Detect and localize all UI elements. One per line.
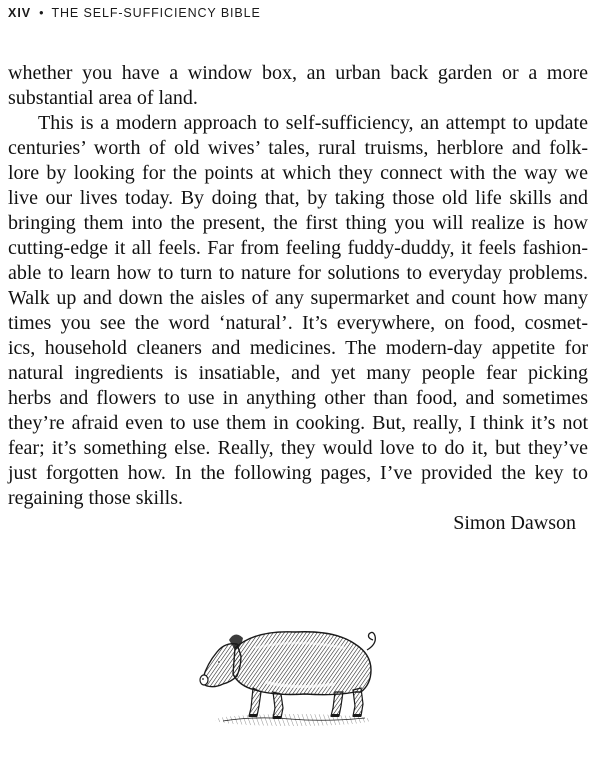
book-title: THE SELF-SUFFICIENCY BIBLE bbox=[51, 6, 261, 20]
paragraph-1 bbox=[8, 61, 588, 111]
text-line: centuries’ worth of old wives’ tales, rural truisms, herblore and folk- bbox=[8, 137, 588, 159]
text-line: lore by looking for the points at which they connect with the way we bbox=[8, 162, 588, 184]
text-line: able to learn how to turn to nature for solutions to everyday problems. bbox=[8, 262, 588, 284]
text-line: This is a modern approach to self-sufficiency, an attempt to update bbox=[38, 112, 588, 134]
text-line: just forgotten how. In the following pages, I’ve provided the key to bbox=[8, 462, 588, 484]
author-signature: Simon Dawson bbox=[453, 512, 576, 534]
header-separator: • bbox=[39, 6, 45, 20]
text-line: ics, household cleaners and medicines. The modern-day appetite for bbox=[8, 337, 588, 359]
text-line: bringing them into the present, the first thing you will realize is how bbox=[8, 212, 588, 234]
body-text bbox=[8, 61, 588, 536]
text-line: herbs and flowers to use in anything other than food, and sometimes bbox=[8, 387, 588, 409]
text-line: fear; it’s something else. Really, they would love to do it, but they’ve bbox=[8, 437, 588, 459]
text-line: natural ingredients is insatiable, and yet many people fear picking bbox=[8, 362, 588, 384]
pig-icon bbox=[195, 608, 385, 733]
text-line: Walk up and down the aisles of any supermarket and count how many bbox=[8, 287, 588, 309]
text-line: cutting-edge it all feels. Far from feeling fuddy-duddy, it feels fashion- bbox=[8, 237, 588, 259]
paragraph-2 bbox=[8, 111, 588, 511]
text-line: they’re afraid even to use them in cooking. But, really, I think it’s not bbox=[8, 412, 588, 434]
text-line: regaining those skills. bbox=[8, 487, 183, 509]
pig-illustration bbox=[195, 608, 385, 733]
page-number: XIV bbox=[8, 6, 32, 20]
text-line: whether you have a window box, an urban back garden or a more bbox=[8, 62, 588, 84]
text-line: times you see the word ‘natural’. It’s everywhere, on food, cosmet- bbox=[8, 312, 588, 334]
text-line: substantial area of land. bbox=[8, 87, 198, 109]
text-line: live our lives today. By doing that, by taking those old life skills and bbox=[8, 187, 588, 209]
running-head bbox=[8, 6, 261, 20]
